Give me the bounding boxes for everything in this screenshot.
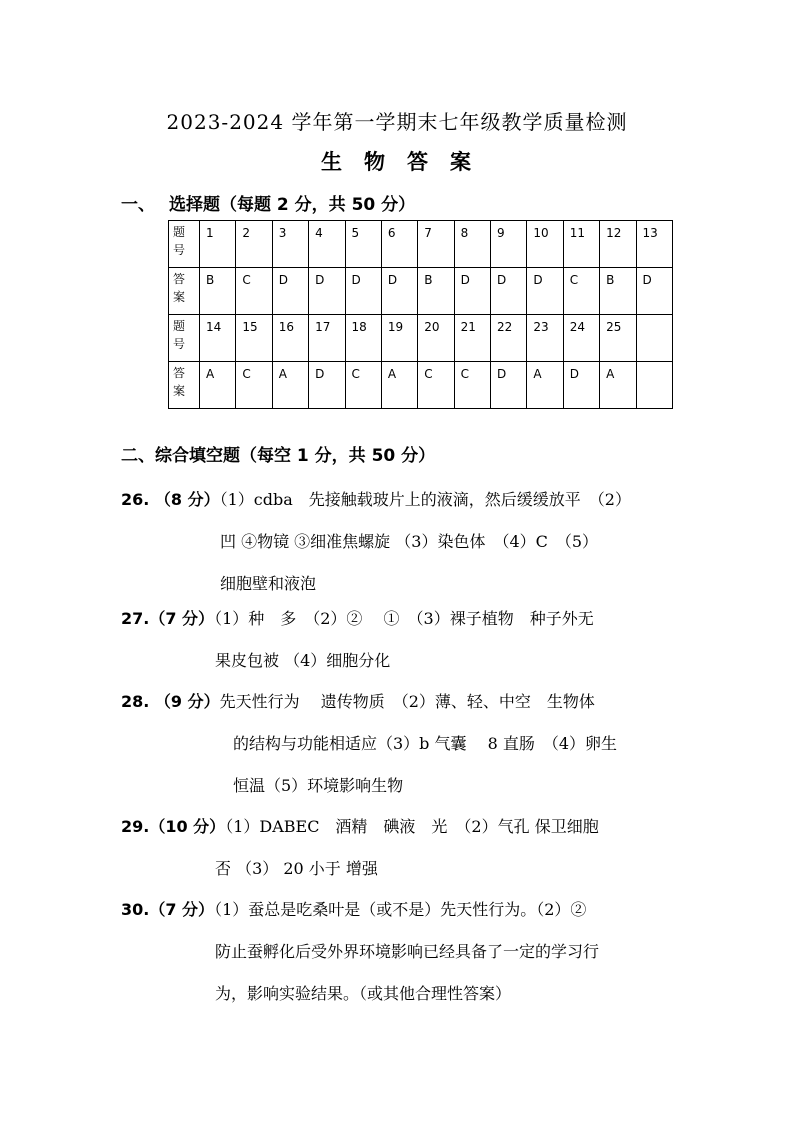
- question-27-line-2: 果皮包被 （4）细胞分化: [215, 651, 391, 670]
- table-cell: [636, 315, 673, 362]
- question-26-line-1: 26. （8 分）（1）cdba 先接触载玻片上的液滴，然后缓缓放平 （2）: [121, 490, 631, 509]
- table-cell: [636, 362, 673, 409]
- table-cell: 25: [600, 315, 636, 362]
- table-cell: C: [454, 362, 490, 409]
- table-cell: D: [309, 268, 345, 315]
- table-cell: C: [345, 362, 381, 409]
- section-1-title: 选择题（每题 2 分，共 50 分）: [169, 195, 416, 215]
- table-cell: 24: [563, 315, 599, 362]
- table-cell: 11: [563, 221, 599, 268]
- table-cell: 17: [309, 315, 345, 362]
- row-label: 题 号: [169, 315, 200, 362]
- question-29-head: 29.（10 分）: [121, 817, 226, 836]
- question-30-line-3: 为，影响实验结果。（或其他合理性答案）: [215, 984, 512, 1003]
- table-cell: 4: [309, 221, 345, 268]
- table-cell: 1: [200, 221, 236, 268]
- table-cell: 13: [636, 221, 673, 268]
- question-29-line-1: 29.（10 分）（1）DABEC 酒精 碘液 光 （2）气孔 保卫细胞: [121, 817, 599, 836]
- table-cell: A: [272, 362, 308, 409]
- document-subtitle: 生物答案: [321, 149, 493, 174]
- question-28: [121, 681, 701, 807]
- table-cell: D: [454, 268, 490, 315]
- table-cell: A: [200, 362, 236, 409]
- question-29: [121, 806, 701, 890]
- table-cell: 15: [236, 315, 272, 362]
- question-27: [121, 598, 701, 682]
- question-27-line-1: 27.（7 分）（1）种 多 （2）② ① （3）裸子植物 种子外无: [121, 609, 594, 628]
- table-cell: D: [491, 268, 527, 315]
- row-label: 答 案: [169, 362, 200, 409]
- table-cell: D: [491, 362, 527, 409]
- row-label: 答 案: [169, 268, 200, 315]
- table-cell: C: [563, 268, 599, 315]
- table-cell: 19: [381, 315, 417, 362]
- question-30-line-1: 30.（7 分）（1）蚕总是吃桑叶是（或不是）先天性行为。（2）②: [121, 900, 587, 919]
- row-label: 题 号: [169, 221, 200, 268]
- table-cell: C: [236, 362, 272, 409]
- answer-table: [168, 220, 673, 409]
- table-cell: B: [200, 268, 236, 315]
- question-30-line-2: 防止蚕孵化后受外界环境影响已经具备了一定的学习行: [215, 942, 600, 961]
- table-row: [169, 221, 673, 268]
- question-26: [121, 479, 701, 605]
- table-cell: D: [272, 268, 308, 315]
- question-26-head: 26. （8 分）: [121, 490, 220, 509]
- question-28-line-2: 的结构与功能相适应（3）b 气囊 8 直肠 （4）卵生: [233, 734, 618, 753]
- table-cell: C: [236, 268, 272, 315]
- question-28-line-1: 28. （9 分）先天性行为 遗传物质 （2）薄、轻、中空 生物体: [121, 692, 595, 711]
- table-cell: 5: [345, 221, 381, 268]
- table-cell: A: [600, 362, 636, 409]
- table-cell: 22: [491, 315, 527, 362]
- question-26-line-3: 细胞壁和液泡: [220, 574, 317, 593]
- table-cell: 2: [236, 221, 272, 268]
- table-row: [169, 268, 673, 315]
- question-30-head: 30.（7 分）: [121, 900, 215, 919]
- table-row: [169, 315, 673, 362]
- table-cell: 6: [381, 221, 417, 268]
- table-cell: D: [309, 362, 345, 409]
- table-cell: 10: [527, 221, 563, 268]
- table-cell: B: [418, 268, 454, 315]
- table-cell: A: [527, 362, 563, 409]
- question-27-head: 27.（7 分）: [121, 609, 215, 628]
- table-cell: D: [345, 268, 381, 315]
- table-cell: 14: [200, 315, 236, 362]
- table-cell: 7: [418, 221, 454, 268]
- table-cell: 18: [345, 315, 381, 362]
- table-cell: D: [636, 268, 673, 315]
- table-cell: A: [381, 362, 417, 409]
- table-cell: 12: [600, 221, 636, 268]
- table-cell: 23: [527, 315, 563, 362]
- table-row: [169, 362, 673, 409]
- section-2-heading: 二、综合填空题（每空 1 分，共 50 分）: [121, 446, 436, 466]
- question-29-line-2: 否 （3） 20 小于 增强: [215, 859, 378, 878]
- table-cell: D: [527, 268, 563, 315]
- table-cell: 9: [491, 221, 527, 268]
- table-cell: D: [563, 362, 599, 409]
- section-1-number: 一、: [121, 195, 155, 215]
- question-28-line-3: 恒温（5）环境影响生物: [233, 776, 404, 795]
- table-cell: 3: [272, 221, 308, 268]
- question-28-head: 28. （9 分）: [121, 692, 220, 711]
- table-cell: 8: [454, 221, 490, 268]
- table-cell: D: [381, 268, 417, 315]
- table-cell: C: [418, 362, 454, 409]
- table-cell: 21: [454, 315, 490, 362]
- table-cell: 16: [272, 315, 308, 362]
- table-cell: 20: [418, 315, 454, 362]
- section-1-heading: [121, 190, 415, 215]
- question-30: [121, 889, 701, 1015]
- table-cell: B: [600, 268, 636, 315]
- question-26-line-2: 凹 ④物镜 ③细准焦螺旋 （3）染色体 （4）C （5）: [220, 532, 599, 551]
- document-title: 2023-2024 学年第一学期末七年级教学质量检测: [166, 110, 628, 134]
